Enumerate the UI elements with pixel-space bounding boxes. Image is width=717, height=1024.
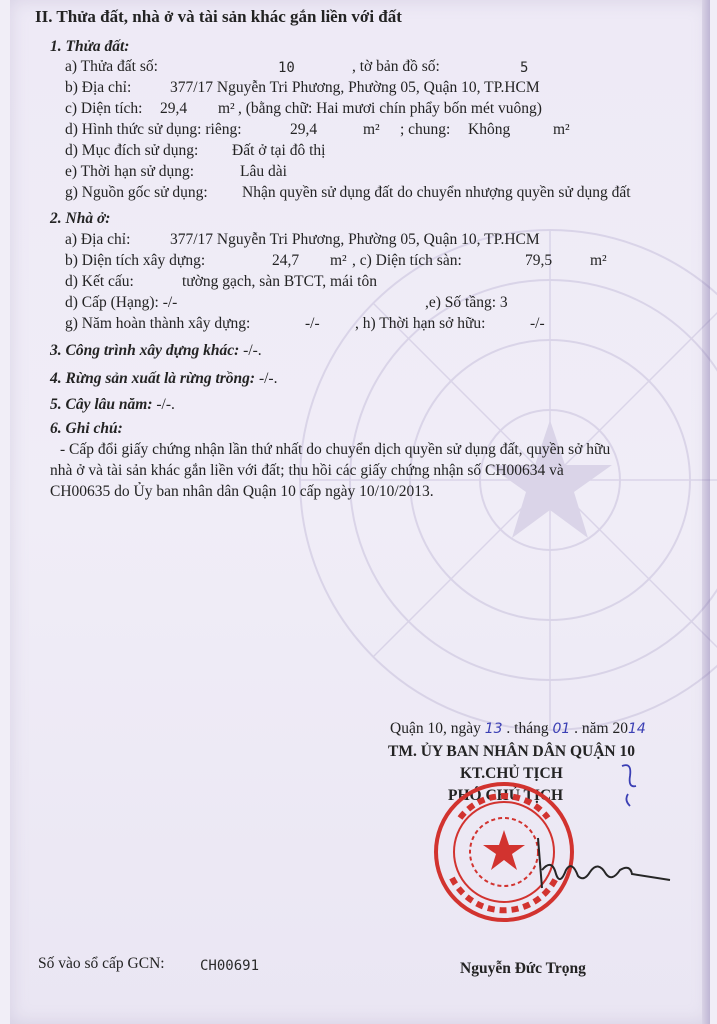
land-origin: Nhận quyền sử dụng đất do chuyển nhượng quyền sử dụng đất: [242, 184, 631, 201]
land-area-label: c) Diện tích:: [65, 100, 143, 117]
land-heading: 1. Thửa đất:: [50, 38, 130, 55]
house-completion: -/-: [305, 315, 320, 332]
house-floor-area-label: , c) Diện tích sàn:: [352, 252, 462, 269]
perennial-trees-row: [50, 396, 175, 414]
year-label: . năm 20: [574, 720, 628, 737]
land-address-label: b) Địa chỉ:: [65, 79, 132, 96]
land-use-form-label: d) Hình thức sử dụng: riêng:: [65, 121, 242, 138]
deputy-chairman-title: PHÓ CHỦ TỊCH: [448, 787, 564, 804]
house-completion-label: g) Năm hoàn thành xây dựng:: [65, 315, 251, 332]
land-common-value: Không: [468, 121, 511, 138]
house-ownership-term: -/-: [530, 315, 545, 332]
notes-line-3: CH00635 do Ủy ban nhân dân Quận 10 cấp ngày 10/10/2013.: [50, 483, 434, 500]
signer-name: Nguyễn Đức Trọng: [460, 960, 586, 977]
land-term: Lâu dài: [240, 163, 287, 180]
land-term-label: e) Thời hạn sử dụng:: [65, 163, 195, 180]
issue-year-suffix: 14: [627, 721, 646, 737]
page-binding-edge: [702, 0, 710, 1024]
perennial-trees-heading: 5. Cây lâu năm:: [50, 396, 153, 413]
land-area-words: , (bằng chữ: Hai mươi chín phẩy bốn mét vuông): [238, 100, 542, 117]
planted-forest-value: -/-.: [258, 370, 278, 387]
certificate-page: [10, 0, 710, 1024]
land-map-sheet-label: , tờ bản đồ số:: [352, 58, 440, 75]
notes-line-1: - Cấp đổi giấy chứng nhận lần thứ nhất do chuyển dịch quyền sử dụng đất, quyền sở hữu: [60, 441, 611, 458]
land-map-sheet-number: 5: [520, 60, 529, 76]
land-common-label: ; chung:: [400, 121, 451, 138]
land-area-unit: m²: [218, 100, 235, 117]
other-works-heading: 3. Công trình xây dựng khác:: [50, 342, 240, 359]
house-floor-area: 79,5: [525, 252, 553, 269]
house-structure-label: d) Kết cấu:: [65, 273, 134, 290]
registry-label: Số vào sổ cấp GCN:: [38, 955, 165, 972]
land-parcel-label: a) Thửa đất số:: [65, 58, 158, 75]
section-title: II. Thửa đất, nhà ở và tài sản khác gắn liền với đất: [35, 7, 402, 26]
land-purpose: Đất ở tại đô thị: [232, 142, 326, 159]
land-origin-label: g) Nguồn gốc sử dụng:: [65, 184, 208, 201]
land-purpose-label: d) Mục đích sử dụng:: [65, 142, 199, 159]
notes-line-2: nhà ở và tài sản khác gắn liền với đất; thu hồi các giấy chứng nhận số CH00634 và: [50, 462, 564, 479]
house-address-label: a) Địa chỉ:: [65, 231, 131, 248]
issuing-organization: TM. ỦY BAN NHÂN DÂN QUẬN 10: [388, 743, 635, 760]
house-address: 377/17 Nguyễn Tri Phương, Phường 05, Quận 10, TP.HCM: [170, 231, 540, 248]
house-heading: 2. Nhà ở:: [50, 210, 111, 227]
handwritten-signature: [520, 830, 680, 900]
land-address: 377/17 Nguyễn Tri Phương, Phường 05, Quận 10, TP.HCM: [170, 79, 540, 96]
land-private-area: 29,4: [290, 121, 318, 138]
land-area-value: 29,4: [160, 100, 188, 117]
house-grade: d) Cấp (Hạng): -/-: [65, 294, 178, 311]
other-works-row: [50, 342, 262, 360]
registry-number: CH00691: [200, 958, 260, 974]
place-date-prefix: Quận 10, ngày: [390, 720, 481, 737]
initial-mark-icon: [618, 760, 642, 810]
month-label: . tháng: [506, 720, 549, 737]
place-date: [390, 720, 646, 738]
house-built-unit: m²: [330, 252, 347, 269]
land-parcel-number: 10: [278, 60, 295, 76]
house-ownership-term-label: , h) Thời hạn sở hữu:: [355, 315, 486, 332]
planted-forest-row: [50, 370, 277, 388]
house-floors: ,e) Số tầng: 3: [425, 294, 508, 311]
issue-month: 01: [552, 721, 571, 737]
planted-forest-heading: 4. Rừng sản xuất là rừng trồng:: [50, 370, 256, 387]
notes-heading: 6. Ghi chú:: [50, 420, 123, 437]
house-structure: tường gạch, sàn BTCT, mái tôn: [182, 273, 377, 290]
perennial-trees-value: -/-.: [156, 396, 175, 413]
house-built-area: 24,7: [272, 252, 300, 269]
chairman-on-behalf: KT.CHỦ TỊCH: [460, 765, 563, 782]
issue-day: 13: [484, 721, 503, 737]
house-built-area-label: b) Diện tích xây dựng:: [65, 252, 206, 269]
other-works-value: -/-.: [243, 342, 262, 359]
land-common-unit: m²: [553, 121, 570, 138]
land-private-unit: m²: [363, 121, 380, 138]
house-floor-unit: m²: [590, 252, 607, 269]
